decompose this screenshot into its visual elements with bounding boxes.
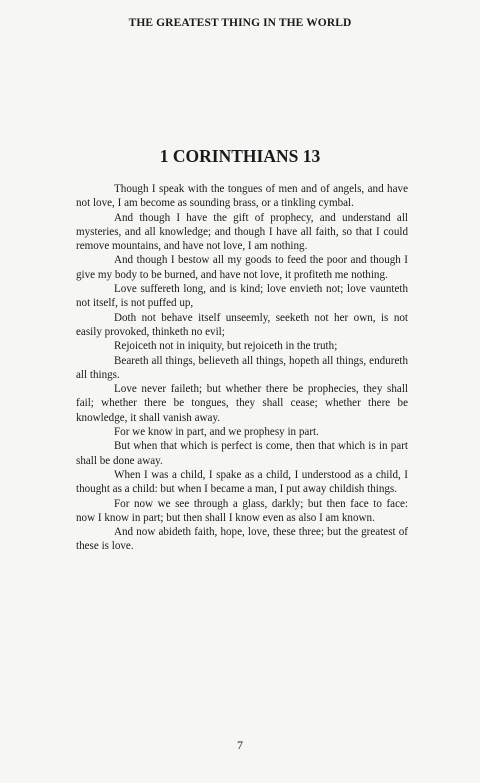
paragraph: Beareth all things, believeth all things, hopeth all things, endureth all things. — [76, 354, 408, 381]
body-text — [76, 182, 408, 554]
paragraph: And though I bestow all my goods to feed the poor and though I give my body to be burned, and have not love, it profiteth me nothing. — [76, 254, 408, 281]
paragraph: Though I speak with the tongues of men and of angels, and have not love, I am become as sounding brass, or a tinkling cymbal. — [76, 183, 408, 210]
running-head: THE GREATEST THING IN THE WORLD — [128, 17, 352, 29]
page-number: 7 — [237, 738, 243, 752]
paragraph: Doth not behave itself unseemly, seeketh not her own, is not easily provoked, thinketh no evil; — [76, 311, 408, 338]
paragraph: But when that which is perfect is come, then that which is in part shall be done away. — [76, 440, 408, 467]
paragraph: When I was a child, I spake as a child, I understood as a child, I thought as a child: but when I became a man, I put away childish things. — [76, 468, 408, 496]
paragraph: For now we see through a glass, darkly; but then face to face: now I know in part; but then shall I know even as also I am known. — [76, 497, 408, 524]
paragraph: And now abideth faith, hope, love, these three; but the greatest of these is love. — [76, 526, 408, 553]
paragraph: Rejoiceth not in iniquity, but rejoiceth in the truth; — [114, 340, 338, 353]
paragraph: For we know in part, and we prophesy in part. — [114, 426, 319, 439]
paragraph: And though I have the gift of prophecy, and understand all mysteries, and all knowledge; and though I have all faith, so that I could remove mountains, and have not love, I am nothing. — [76, 211, 408, 253]
paragraph: Love suffereth long, and is kind; love envieth not; love vaunteth not itself, is not puffed up, — [76, 283, 408, 310]
chapter-title: 1 CORINTHIANS 13 — [159, 146, 321, 166]
paragraph: Love never faileth; but whether there be prophecies, they shall fail; whether there be tongues, they shall cease; whether there be knowledge, it shall vanish away. — [76, 383, 408, 424]
